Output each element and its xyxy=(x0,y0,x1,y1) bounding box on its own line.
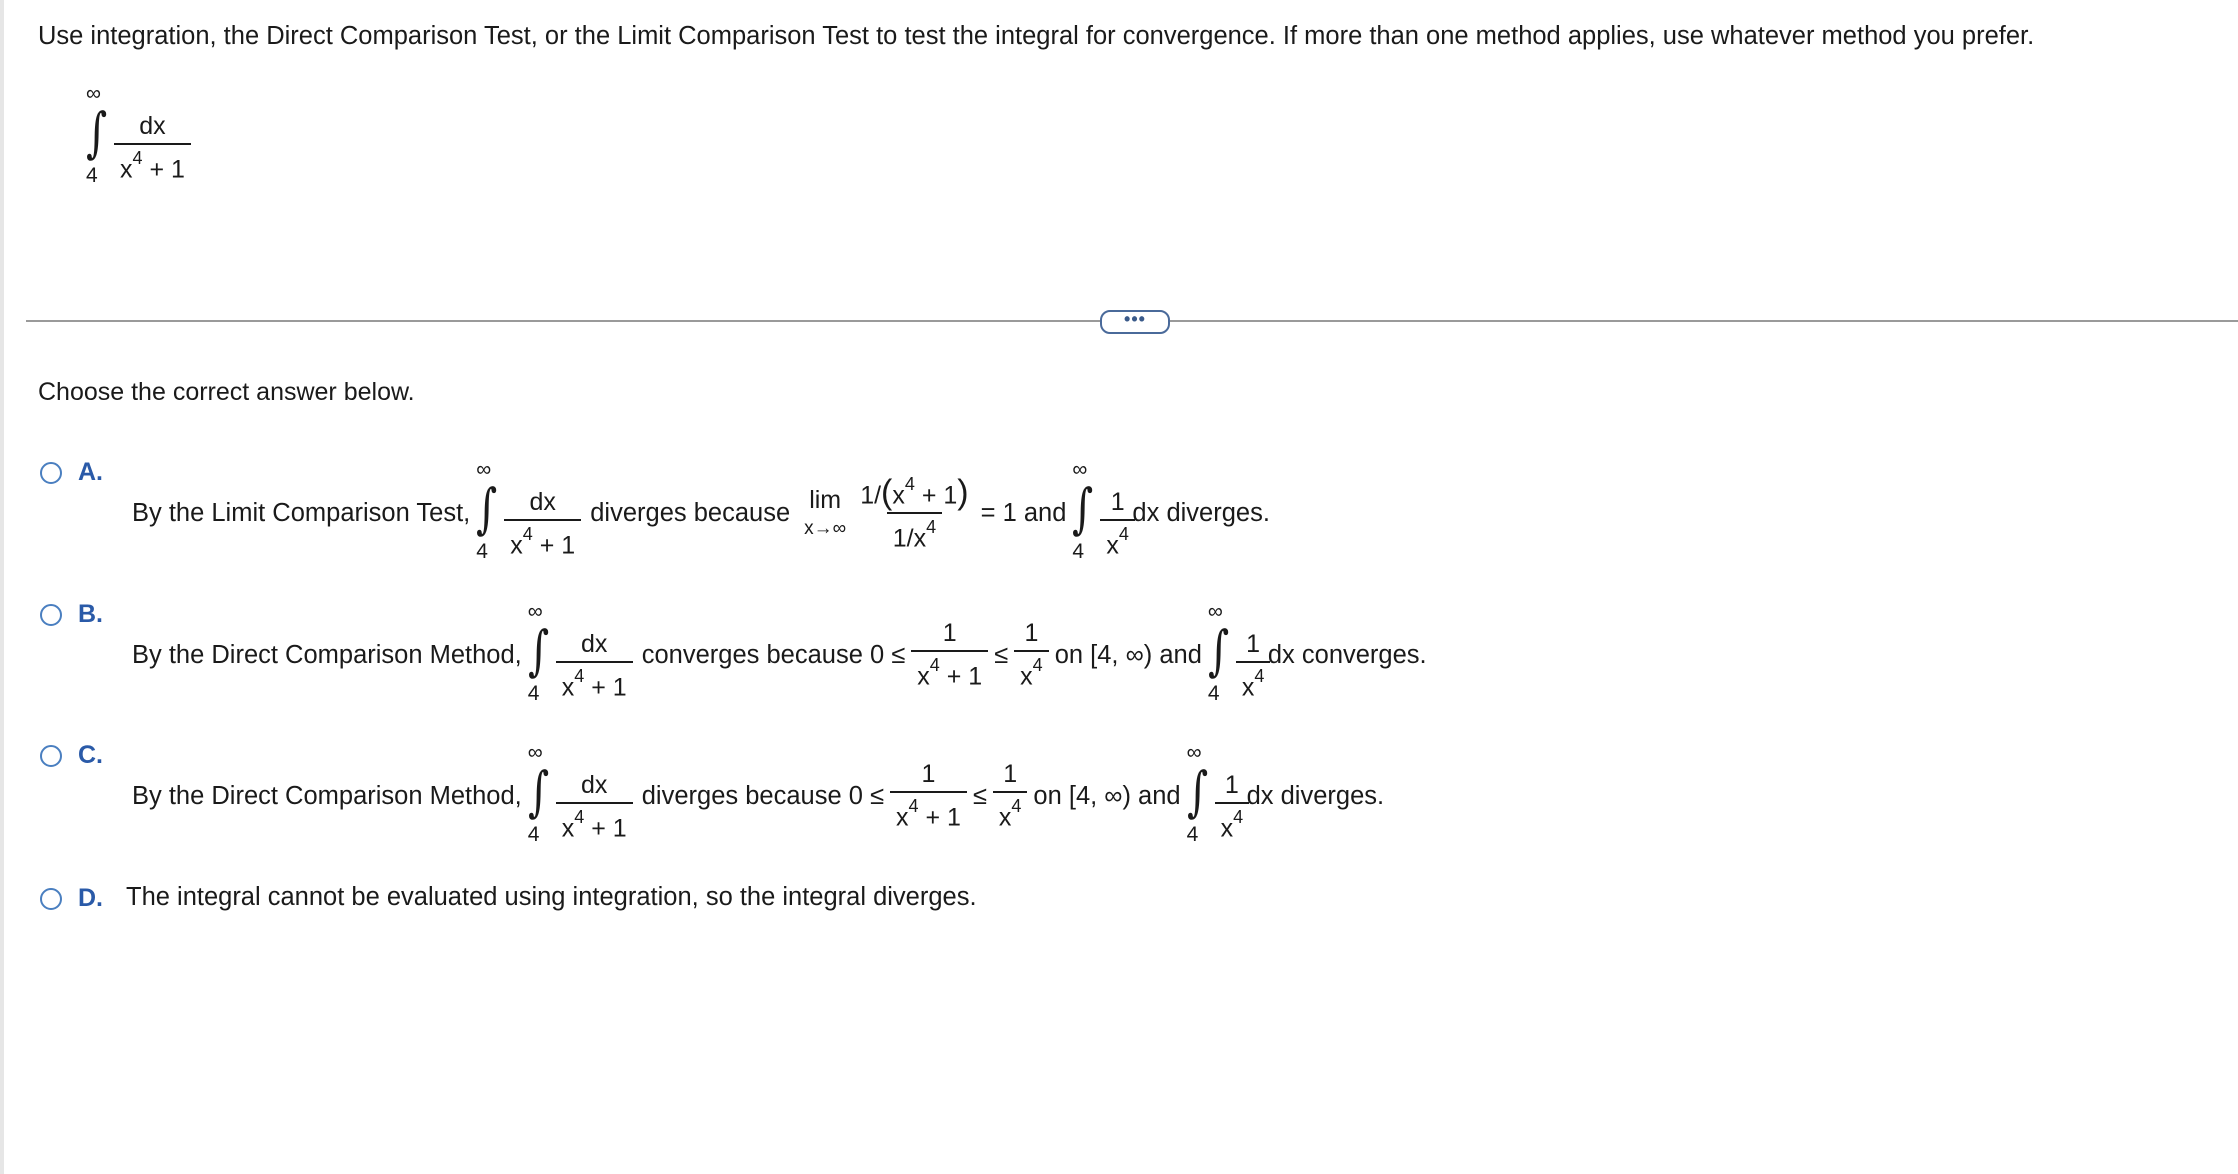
limit: lim x→∞ xyxy=(804,486,847,539)
option-letter-a: A. xyxy=(78,458,103,486)
integrand-fraction: $\frac{dx}{x^4 + 1}$ xyxy=(114,112,191,183)
option-a-comparison-integral: ∞ ∫ 4 $\frac{1}{x^4}$ xyxy=(1072,458,1132,568)
option-b-comparison-integral: ∞ ∫ 4 $\frac{1}{x^4}$ xyxy=(1208,600,1268,710)
option-c-integral: ∞ ∫ 4 $\frac{dx}{x^4 + 1}$ xyxy=(528,741,636,851)
integral-sign: ∫ xyxy=(86,101,108,164)
limit-ratio: $\frac{1/(x^4 + 1)}{1/x^4}$ xyxy=(860,473,969,553)
left-border xyxy=(0,0,4,1174)
more-options-button[interactable]: ••• xyxy=(1100,310,1170,334)
answer-prompt: Choose the correct answer below. xyxy=(38,378,415,406)
option-a-integral: ∞ ∫ 4 $\frac{dx}{x^4 + 1}$ xyxy=(476,458,584,568)
integral-upper: ∞ xyxy=(86,82,101,105)
option-d-content: The integral cannot be evaluated using integration, so the integral diverges. xyxy=(126,883,977,911)
option-letter-d: D. xyxy=(78,884,103,912)
option-b-integral: ∞ ∫ 4 $\frac{dx}{x^4 + 1}$ xyxy=(528,600,636,710)
radio-c[interactable] xyxy=(40,745,62,767)
option-letter-b: B. xyxy=(78,600,103,628)
radio-a[interactable] xyxy=(40,462,62,484)
option-c-content: By the Direct Comparison Method, ∞ ∫ 4 $\frac{dx}{x^4 + 1}$ diverges because 0 ≤ $\frac{1}{x^4 + 1}$ ≤ $\frac{1}{x^4}$ on [4, ∞) and ∞ ∫ 4 $\frac{1}{x^4}$ dx diverges. xyxy=(126,741,1384,851)
question-text: Use integration, the Direct Comparison Test, or the Limit Comparison Test to test the integral for convergence. If more than one method applies, use whatever method you prefer. xyxy=(38,22,2035,50)
radio-b[interactable] xyxy=(40,604,62,626)
integral-lower: 4 xyxy=(86,164,98,187)
option-letter-c: C. xyxy=(78,741,103,769)
option-a-content: By the Limit Comparison Test, ∞ ∫ 4 $\frac{dx}{x^4 + 1}$ diverges because lim x→∞ $\frac{1/(x^4 + 1)}{1/x^4}$ = 1 and ∞ ∫ 4 $\frac{1}{x^4}$ dx diverges. xyxy=(126,458,1270,568)
radio-d[interactable] xyxy=(40,888,62,910)
option-b-content: By the Direct Comparison Method, ∞ ∫ 4 $\frac{dx}{x^4 + 1}$ converges because 0 ≤ $\frac{1}{x^4 + 1}$ ≤ $\frac{1}{x^4}$ on [4, ∞) and ∞ ∫ 4 $\frac{1}{x^4}$ dx converges. xyxy=(126,600,1427,710)
option-c-comparison-integral: ∞ ∫ 4 $\frac{1}{x^4}$ xyxy=(1187,741,1247,851)
